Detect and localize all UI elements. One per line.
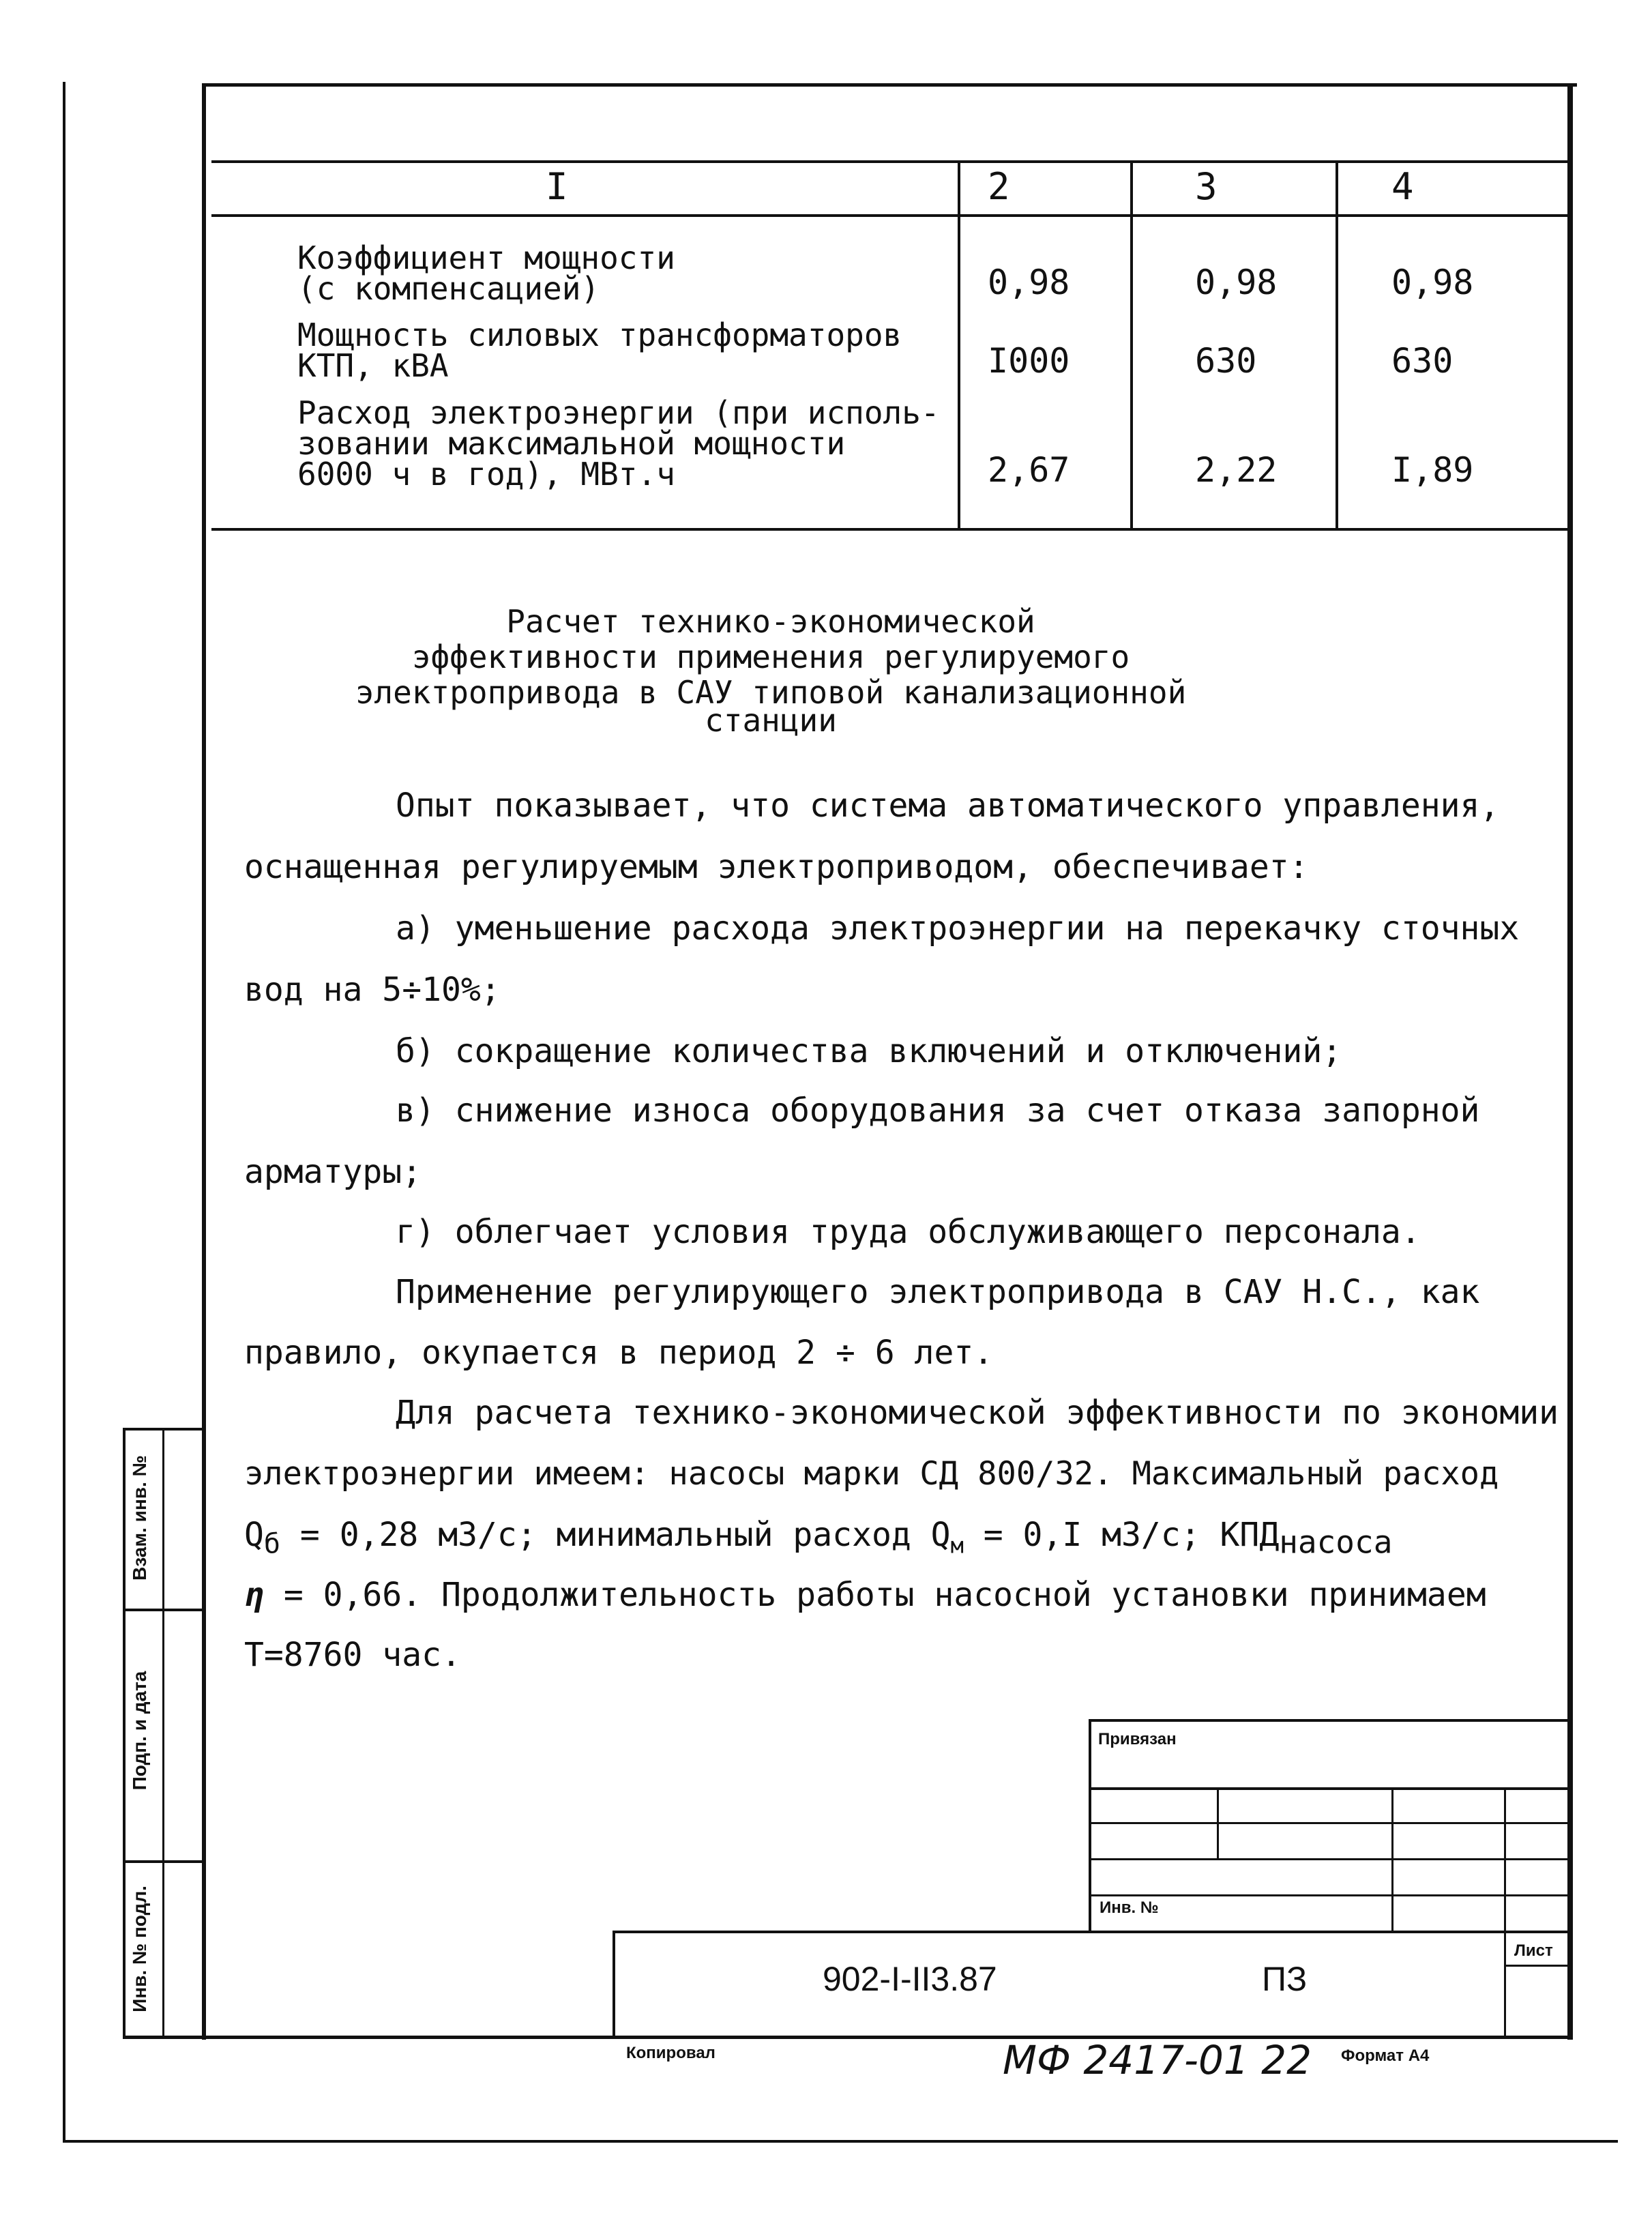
- strip-label-vzam: Взам. инв. №: [129, 1455, 150, 1581]
- strip-label-inv-podl: Инв. № подл.: [129, 1886, 150, 2012]
- table-row-1-label-line-2: (с компенсацией): [297, 270, 600, 307]
- stamp-list-divider: [1504, 1965, 1573, 1967]
- table-col-divider-3: [1336, 163, 1338, 529]
- table-row-1-value-col-2: 0,98: [988, 263, 1070, 302]
- strip-sep-2: [123, 1860, 205, 1863]
- eta-line: [244, 1576, 1486, 1614]
- body-line-6: в) снижение износа оборудования за счет отказа запорной: [396, 1091, 1480, 1130]
- strip-label-podp: Подп. и дата: [129, 1671, 150, 1791]
- strip-sep-1: [123, 1609, 205, 1611]
- body-line-4: вод на 5÷10%;: [244, 971, 501, 1009]
- tb-privyazan-label: Привязан: [1098, 1730, 1177, 1748]
- format-label: Формат А4: [1341, 2047, 1430, 2065]
- body-line-1: Опыт показывает, что система автоматического управления,: [396, 787, 1500, 825]
- table-col-divider-2: [1130, 163, 1133, 529]
- outer-left-margin-line: [63, 82, 65, 2142]
- table-top-rule: [211, 160, 1569, 163]
- table-row-2-value-col-2: I000: [988, 341, 1070, 381]
- table-header-col-1: I: [546, 165, 568, 208]
- tb-inv-label: Инв. №: [1100, 1898, 1159, 1917]
- eta-symbol: η: [244, 1576, 264, 1614]
- tb-top-line: [1089, 1719, 1573, 1722]
- tb-col-line-3: [1504, 1787, 1506, 2038]
- section-title-line-2: эффективности применения регулируемого: [411, 639, 1130, 675]
- efficiency-subscript: насоса: [1279, 1523, 1393, 1561]
- table-row-1-value-col-4: 0,98: [1391, 263, 1474, 302]
- body-line-12: электроэнергии имеем: насосы марки СД 800/32. Максимальный расход: [244, 1455, 1499, 1493]
- frame-top-line: [202, 83, 1577, 87]
- section-title-line-3: электропривода в САУ типовой канализационной: [355, 674, 1187, 711]
- section-title-line-4: станции: [705, 702, 837, 739]
- tb-col-line-1: [1217, 1787, 1219, 1859]
- formula-line: [244, 1516, 1392, 1561]
- q-max-value: = 0,28 м3/с; минимальный расход Q: [299, 1516, 951, 1554]
- q-max-symbol: Q: [244, 1516, 264, 1554]
- table-row-2-value-col-3: 630: [1195, 341, 1257, 381]
- body-line-9: Применение регулирующего электропривода в САУ Н.С., как: [396, 1273, 1480, 1311]
- body-line-3: а) уменьшение расхода электроэнергии на перекачку сточных: [396, 909, 1520, 948]
- table-row-2-label-line-2: КТП, кВА: [297, 347, 449, 384]
- table-row-3-label-line-2: зовании максимальной мощности: [297, 425, 846, 462]
- tb-row-line-2: [1089, 1822, 1573, 1824]
- table-row-3-value-col-2: 2,67: [988, 450, 1070, 490]
- handwritten-inventory-number: МФ 2417-01 22: [1003, 2037, 1312, 2083]
- eta-text: = 0,66. Продолжительность работы насосной установки принимаем: [283, 1576, 1486, 1614]
- body-line-2: оснащенная регулируемым электроприводом, обеспечивает:: [244, 848, 1309, 886]
- q-max-subscript: б: [263, 1528, 280, 1560]
- copied-by-label: Копировал: [626, 2044, 716, 2062]
- body-line-7: арматуры;: [244, 1153, 422, 1191]
- body-line-10: правило, окупается в период 2 ÷ 6 лет.: [244, 1334, 994, 1372]
- frame-bottom-line: [123, 2036, 1573, 2039]
- table-col-divider-1: [958, 163, 960, 529]
- body-line-8: г) облегчает условия труда обслуживающего персонала.: [396, 1213, 1421, 1251]
- bottom-margin-line: [63, 2140, 1618, 2143]
- stamp-main-top-line: [613, 1931, 1573, 1933]
- table-row-3-value-col-3: 2,22: [1195, 450, 1278, 490]
- frame-left-line: [202, 83, 206, 2040]
- table-row-2-label-line-1: Мощность силовых трансформаторов: [297, 317, 902, 353]
- table-bottom-rule: [211, 528, 1569, 531]
- tb-row-line-4: [1089, 1894, 1573, 1896]
- table-row-3-label-line-3: 6000 ч в год), МВт.ч: [297, 456, 675, 493]
- table-row-1-value-col-3: 0,98: [1195, 263, 1278, 302]
- q-min-value: = 0,I м3/с; КПД: [983, 1516, 1280, 1554]
- table-row-3-label-line-1: Расход электроэнергии (при исполь-: [297, 394, 940, 431]
- table-row-1-label-line-1: Коэффициент мощности: [297, 239, 675, 276]
- body-last-line: Т=8760 час.: [244, 1636, 461, 1674]
- section-title-line-1: Расчет технико-экономической: [506, 603, 1035, 640]
- table-row-3-value-col-4: I,89: [1391, 450, 1474, 490]
- table-header-col-3: 3: [1195, 165, 1218, 208]
- frame-right-line: [1567, 83, 1573, 2040]
- table-header-col-2: 2: [988, 165, 1010, 208]
- q-min-subscript: м: [950, 1532, 964, 1559]
- document-type: ПЗ: [1262, 1960, 1308, 1998]
- document-code: 902-I-II3.87: [823, 1960, 997, 1998]
- tb-left-line: [1089, 1719, 1091, 1932]
- body-line-11: Для расчета технико-экономической эффективности по экономии: [396, 1394, 1559, 1432]
- body-line-5: б) сокращение количества включений и отключений;: [396, 1032, 1342, 1070]
- stamp-main-left-line: [613, 1931, 615, 2038]
- table-header-rule: [211, 214, 1569, 217]
- table-row-2-value-col-4: 630: [1391, 341, 1454, 381]
- strip-col-divider: [162, 1428, 164, 2037]
- tb-row-line-3: [1089, 1858, 1573, 1860]
- strip-left-line: [123, 1428, 126, 2037]
- tb-row-line-1: [1089, 1787, 1573, 1790]
- tb-col-line-2: [1391, 1787, 1393, 1932]
- sheet-label: Лист: [1514, 1941, 1553, 1960]
- table-header-col-4: 4: [1391, 165, 1414, 208]
